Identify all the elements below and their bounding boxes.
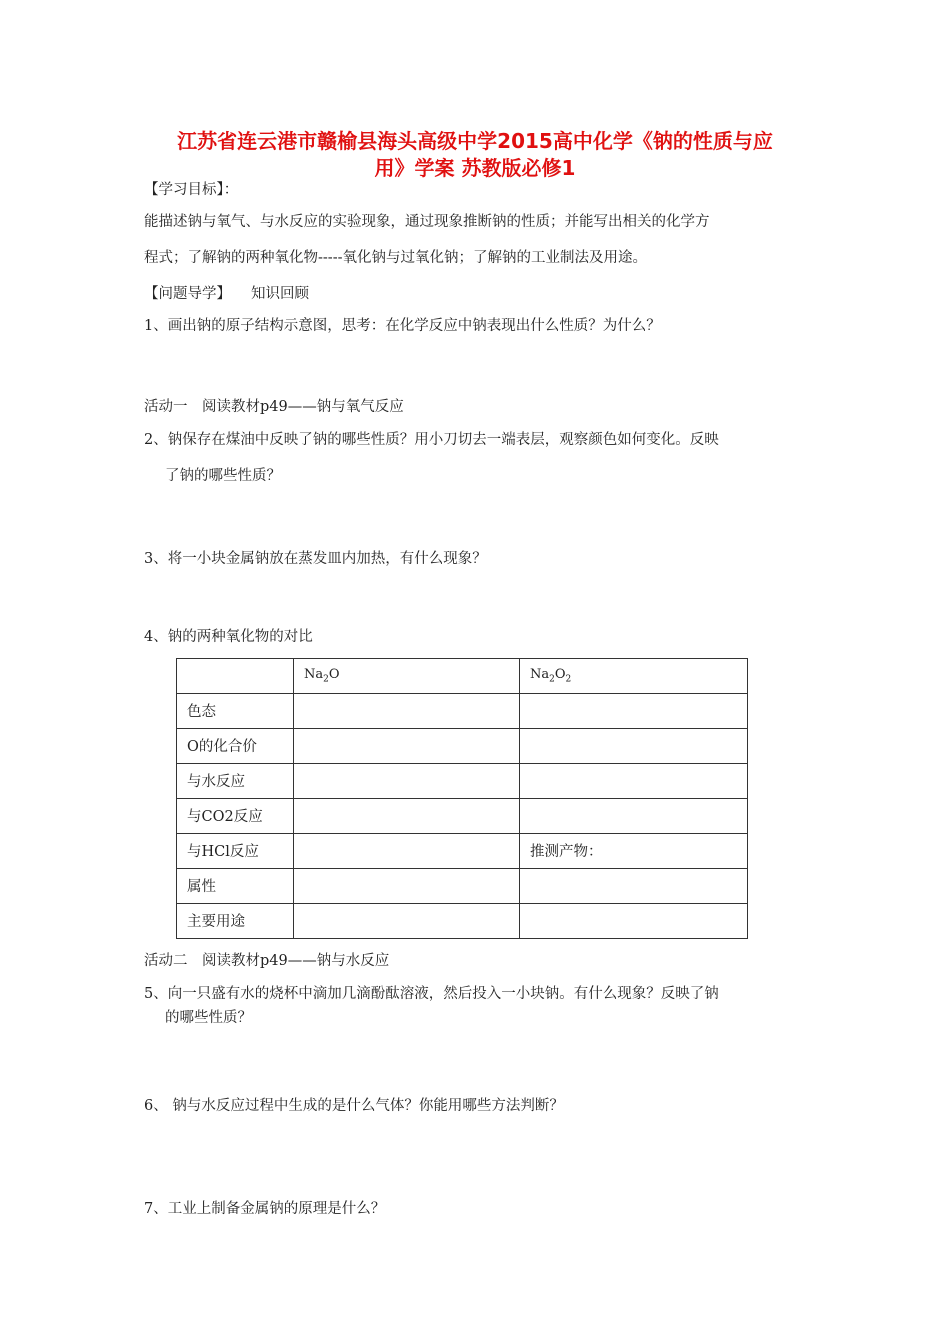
row-label: O的化合价	[177, 729, 294, 764]
table-row	[177, 869, 748, 904]
table-header-row	[177, 659, 748, 694]
row-label: 与CO2反应	[177, 799, 294, 834]
activity-1-heading: 活动一 阅读教材p49——钠与氧气反应	[144, 399, 404, 415]
question-5-line2: 的哪些性质？	[165, 1010, 252, 1026]
objectives-heading: 【学习目标】：	[144, 182, 239, 198]
question-2-line2: 了钠的哪些性质？	[165, 468, 281, 484]
table-header-blank	[177, 659, 294, 694]
row-label: 与HCl反应	[177, 834, 294, 869]
row-cell-na2o	[294, 869, 520, 904]
table-row	[177, 799, 748, 834]
objectives-line2: 程式；了解钠的两种氧化物-----氧化钠与过氧化钠；了解钠的工业制法及用途。	[144, 250, 647, 266]
row-cell-na2o2	[520, 904, 748, 939]
row-label: 与水反应	[177, 764, 294, 799]
table-row	[177, 764, 748, 799]
doc-title-line2: 用》学案 苏教版必修1	[374, 156, 576, 180]
row-cell-na2o2: 推测产物：	[520, 834, 748, 869]
question-1: 1、画出钠的原子结构示意图，思考：在化学反应中钠表现出什么性质？为什么？	[144, 318, 661, 334]
guide-subheading: 知识回顾	[251, 286, 309, 302]
table-row	[177, 729, 748, 764]
guide-heading	[144, 284, 309, 304]
row-cell-na2o2	[520, 764, 748, 799]
table-row	[177, 904, 748, 939]
activity-2-heading: 活动二 阅读教材p49——钠与水反应	[144, 953, 390, 969]
row-cell-na2o	[294, 694, 520, 729]
table-row	[177, 694, 748, 729]
question-3: 3、将一小块金属钠放在蒸发皿内加热，有什么现象？	[144, 551, 487, 567]
row-cell-na2o	[294, 904, 520, 939]
row-cell-na2o2	[520, 869, 748, 904]
question-7: 7、工业上制备金属钠的原理是什么？	[144, 1201, 386, 1217]
row-cell-na2o2	[520, 799, 748, 834]
row-label: 色态	[177, 694, 294, 729]
row-cell-na2o	[294, 729, 520, 764]
row-label: 主要用途	[177, 904, 294, 939]
table-row	[177, 834, 748, 869]
row-cell-na2o	[294, 764, 520, 799]
doc-title-line1: 江苏省连云港市赣榆县海头高级中学2015高中化学《钠的性质与应	[177, 129, 773, 153]
table-header-na2o: $Na_2O$	[294, 659, 520, 694]
guide-heading-label: 【问题导学】	[144, 286, 231, 302]
row-cell-na2o2	[520, 729, 748, 764]
question-4: 4、钠的两种氧化物的对比	[144, 629, 313, 645]
row-cell-na2o	[294, 799, 520, 834]
question-5-line1: 5、向一只盛有水的烧杯中滴加几滴酚酞溶液，然后投入一小块钠。有什么现象？反映了钠	[144, 986, 719, 1002]
objectives-line1: 能描述钠与氧气、与水反应的实验现象，通过现象推断钠的性质；并能写出相关的化学方	[144, 214, 710, 230]
question-6: 6、 钠与水反应过程中生成的是什么气体？你能用哪些方法判断？	[144, 1098, 564, 1114]
question-2-line1: 2、钠保存在煤油中反映了钠的哪些性质？用小刀切去一端表层，观察颜色如何变化。反映	[144, 432, 719, 448]
table-header-na2o2: $Na_2O_2$	[520, 659, 748, 694]
row-cell-na2o2	[520, 694, 748, 729]
row-label: 属性	[177, 869, 294, 904]
row-cell-na2o	[294, 834, 520, 869]
oxide-comparison-table	[176, 658, 748, 939]
